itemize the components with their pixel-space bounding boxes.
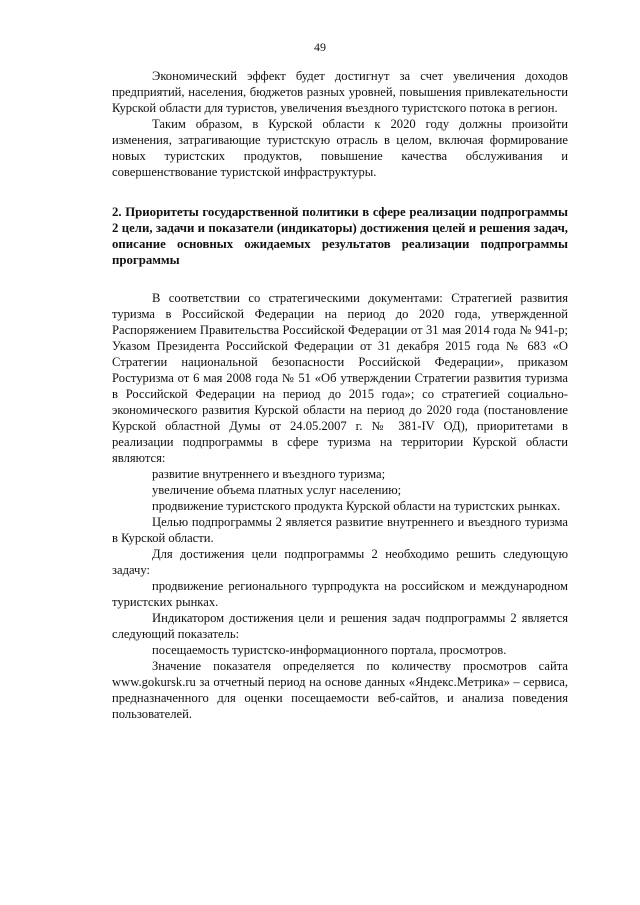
spacer: [112, 268, 568, 290]
section-heading: 2. Приоритеты государственной политики в сфере реализации подпрограммы 2 цели, задачи и показатели (индикаторы) достижения целей и решения задач, описание основных ожидаемых результатов реализации подпрограммы программы: [112, 205, 568, 267]
paragraph-task: продвижение регионального турпродукта на российском и международном туристских рынках.: [112, 579, 568, 609]
page-content: [112, 68, 568, 722]
paragraph-strategic-documents: В соответствии со стратегическими документами: Стратегией развития туризма в Российской Федерации на период до 2020 года, утвержденной Распоряжением Правительства Российской Федерации от 31 мая 2014 года № 941-р; Указом Президента Российской Федерации от 31 декабря 2015 года № 683 «О Стратегии национальной безопасности Российской Федерации», приказом Ростуризма от 6 мая 2008 года № 51 «Об утверждении Стратегии развития туризма в Российской Федерации на период до 2015 года»; со стратегией социально-экономического развития Курской области на период до 2020 года (постановление Курской областной Думы от 24.05.2007 г. № 381-IV ОД), приоритетами в реализации подпрограммы в сфере туризма на территории Курской области являются:: [112, 291, 568, 465]
paragraph-goal: Целью подпрограммы 2 является развитие внутреннего и въездного туризма в Курской области.: [112, 515, 568, 545]
paragraph-economic-effect: Экономический эффект будет достигнут за счет увеличения доходов предприятий, населения, бюджетов разных уровней, повышения привлекательности Курской области для туристов, увеличения въездного туристского потока в регион.: [112, 69, 568, 115]
paragraph-changes-2020: Таким образом, в Курской области к 2020 году должны произойти изменения, затрагивающие туристскую отрасль в целом, включая формирование новых туристских продуктов, повышение качества обслуживания и совершенствование туристской инфраструктуры.: [112, 117, 568, 179]
priority-item: развитие внутреннего и въездного туризма;: [152, 467, 386, 481]
page-number: 49: [314, 40, 326, 54]
paragraph-indicator-value: Значение показателя определяется по количеству просмотров сайта www.gokursk.ru за отчетный период на основе данных «Яндекс.Метрика» – сервиса, предназначенного для оценки посещаемости веб-сайтов, и анализа поведения пользователей.: [112, 659, 568, 721]
paragraph-task-intro: Для достижения цели подпрограммы 2 необходимо решить следующую задачу:: [112, 547, 568, 577]
paragraph-indicator: посещаемость туристско-информационного портала, просмотров.: [152, 643, 507, 657]
priority-item: продвижение туристского продукта Курской области на туристских рынках.: [152, 499, 561, 513]
spacer: [112, 180, 568, 204]
paragraph-indicator-intro: Индикатором достижения цели и решения задач подпрограммы 2 является следующий показатель:: [112, 611, 568, 641]
priority-item: увеличение объема платных услуг населению;: [152, 483, 402, 497]
